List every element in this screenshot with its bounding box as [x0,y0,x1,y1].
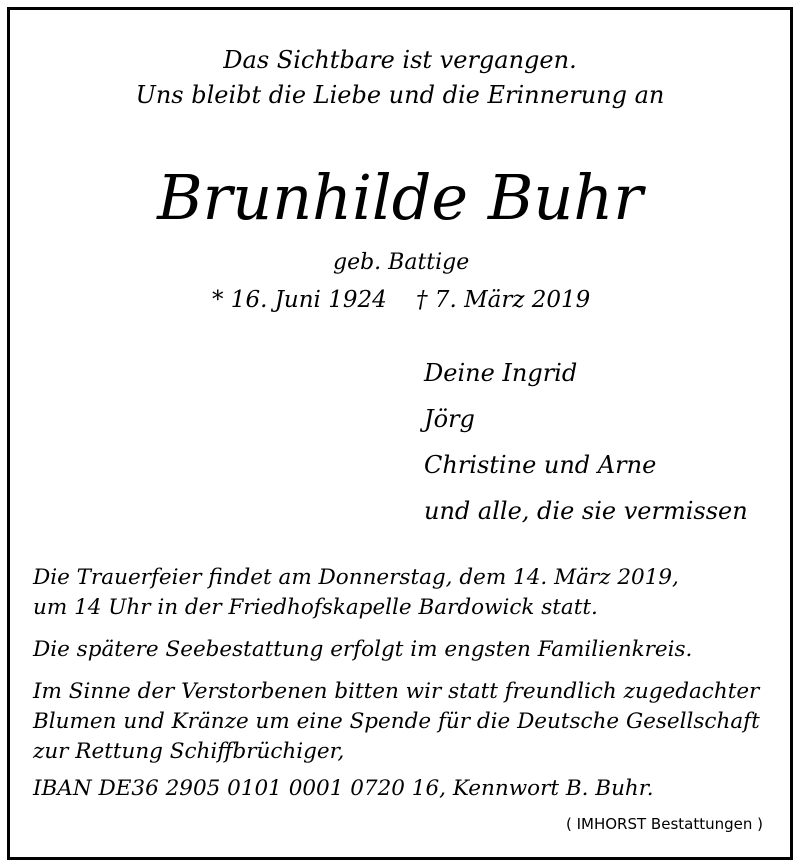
deceased-name: Brunhilde Buhr [157,161,643,234]
motto-line-2: Uns bleibt die Liebe und die Erinnerung an [135,81,665,109]
service-line-2: um 14 Uhr in der Friedhofskapelle Bardowick statt. [33,595,598,620]
donation-line-3: zur Rettung Schiffbrüchiger, [33,739,345,764]
donation-line-2: Blumen und Kränze um eine Spende für die Deutsche Gesellschaft [33,709,760,734]
motto-line-1: Das Sichtbare ist vergangen. [223,46,577,74]
funeral-home-credit: ( IMHORST Bestattungen ) [565,815,763,833]
donation-line-4: IBAN DE36 2905 0101 0001 0720 16, Kennwort B. Buhr. [33,776,654,801]
birth-date: * 16. Juni 1924 [212,287,387,313]
donation-line-1: Im Sinne der Verstorbenen bitten wir statt freundlich zugedachter [33,679,760,704]
burial-note: Die spätere Seebestattung erfolgt im engsten Familienkreis. [33,637,693,662]
mourners-list [424,350,748,534]
mourner-line: Deine Ingrid [424,359,578,387]
mourner-line: Christine und Arne [424,451,657,479]
mourner-line: Jörg [424,405,475,433]
mourner-line: und alle, die sie vermissen [424,497,748,525]
birth-name: geb. Battige [333,250,470,275]
death-date: † 7. März 2019 [416,287,591,313]
service-line-1: Die Trauerfeier findet am Donnerstag, dem 14. März 2019, [33,565,679,590]
